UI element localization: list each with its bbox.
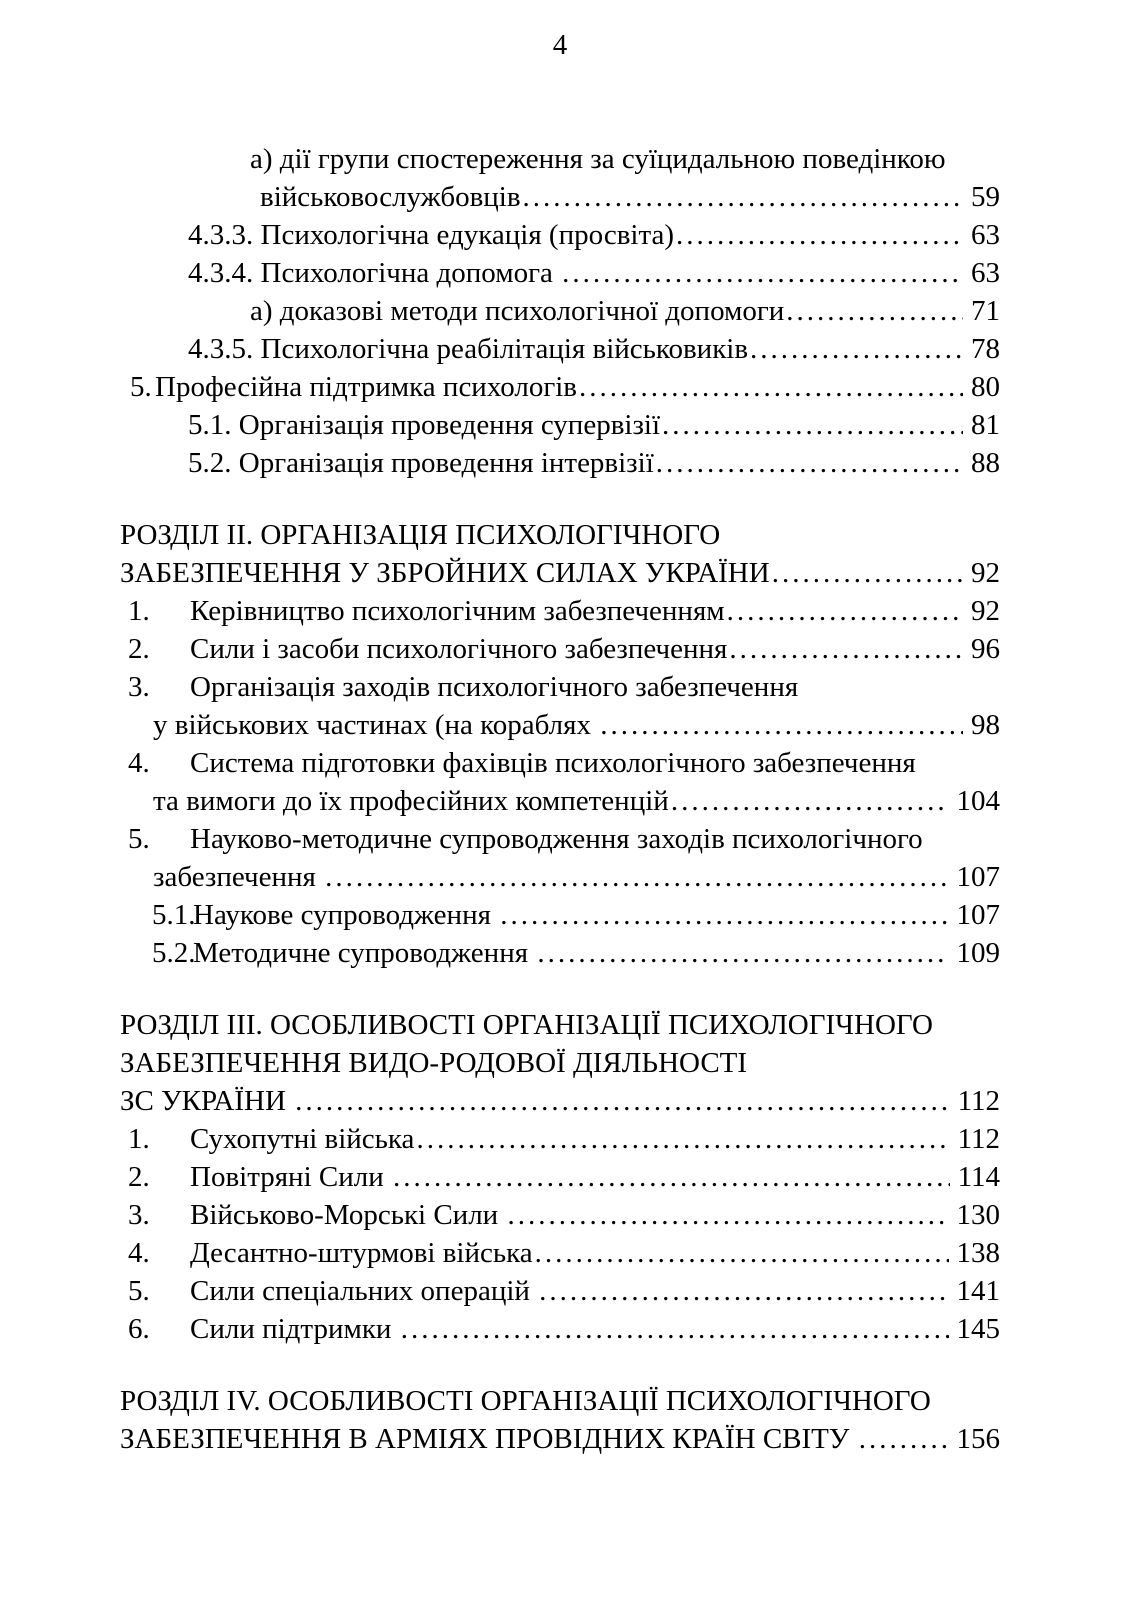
toc-entry-number: 1. <box>128 595 150 627</box>
toc-entry-text: Сили підтримки <box>190 1313 399 1345</box>
toc-section-rozdil-3 <box>120 1006 1000 1348</box>
page-ref: 112 <box>957 1085 1000 1117</box>
toc-entry-number: 5.1. <box>152 899 196 931</box>
toc-entry-number: 6. <box>128 1313 150 1345</box>
page-ref: 109 <box>956 937 1000 969</box>
dot-leader <box>674 216 963 254</box>
toc-entry-text: Наукове супроводження <box>193 899 499 931</box>
toc-entry-text: Організація заходів психологічного забезпечення <box>190 671 799 703</box>
toc-entry-text: Керівництво психологічним забезпеченням <box>190 595 725 627</box>
toc-entry-number: 2. <box>128 1161 150 1193</box>
toc-entry-text: 4.3.3. Психологічна едукація (просвіта) <box>188 219 675 251</box>
toc-entry-text: ЗАБЕЗПЕЧЕННЯ У ЗБРОЙНИХ СИЛАХ УКРАЇНИ <box>120 557 770 589</box>
toc-line <box>188 444 1000 482</box>
toc-entry-text: 5.2. Організація проведення інтервізії <box>188 447 654 479</box>
dot-leader <box>537 1272 948 1310</box>
toc-line <box>188 216 1000 254</box>
toc-line <box>152 934 1000 972</box>
toc-entry-text: Повітряні Сили <box>190 1161 391 1193</box>
toc-line <box>188 406 1000 444</box>
dot-leader <box>654 444 963 482</box>
toc-line <box>153 706 1000 744</box>
page-ref: 156 <box>956 1423 1000 1455</box>
toc-line <box>128 744 1000 782</box>
toc-entry-text: Сили спеціальних операцій <box>190 1275 538 1307</box>
toc-entry-text: а) дії групи спостереження за суїцидальною поведінкою <box>250 143 946 175</box>
toc-section-rozdil-4 <box>120 1382 1000 1458</box>
page-ref: 112 <box>957 1123 1000 1155</box>
dot-leader <box>770 554 963 592</box>
page-ref: 63 <box>971 219 1000 251</box>
dot-leader <box>669 782 949 820</box>
dot-leader <box>857 1420 949 1458</box>
toc-line <box>120 1382 1000 1420</box>
page-ref: 104 <box>956 785 1000 817</box>
toc-entry-number: 4. <box>128 1237 150 1269</box>
dot-leader <box>505 1196 948 1234</box>
toc-line <box>128 1120 1000 1158</box>
toc-line <box>188 330 1000 368</box>
toc-line <box>250 292 1000 330</box>
dot-leader <box>293 1082 949 1120</box>
toc-section-rozdil-1-continuation <box>120 140 1000 482</box>
toc-line <box>153 858 1000 896</box>
page-ref: 141 <box>956 1275 1000 1307</box>
toc-line <box>250 140 1000 178</box>
toc-entry-text: Науково-методичне супроводження заходів психологічного <box>190 823 923 855</box>
toc-entry-text: а) доказові методи психологічної допомоги <box>250 295 785 327</box>
page-ref: 107 <box>956 861 1000 893</box>
toc-entry-text: РОЗДІЛ IV. ОСОБЛИВОСТІ ОРГАНІЗАЦІЇ ПСИХОЛОГІЧНОГО <box>120 1385 931 1417</box>
toc-line <box>130 368 1000 406</box>
page-ref: 81 <box>971 409 1000 441</box>
toc-entry-number: 4. <box>128 747 150 779</box>
page-ref: 130 <box>956 1199 1000 1231</box>
toc-entry-text: ЗАБЕЗПЕЧЕННЯ ВИДО-РОДОВОЇ ДІЯЛЬНОСТІ <box>120 1047 748 1079</box>
dot-leader <box>399 1310 949 1348</box>
toc-entry-number: 3. <box>128 1199 150 1231</box>
dot-leader <box>535 934 948 972</box>
toc-entry-text: ЗС УКРАЇНИ <box>120 1085 294 1117</box>
page-ref: 63 <box>971 257 1000 289</box>
dot-leader <box>660 406 963 444</box>
toc-entry-text: забезпечення <box>153 861 324 893</box>
toc-section-rozdil-2 <box>120 516 1000 972</box>
toc-entry-text: військовослужбовців <box>260 181 521 213</box>
toc-line <box>120 1082 1000 1120</box>
toc-entry-text: Сухопутні війська <box>190 1123 415 1155</box>
toc-entry-text: у військових частинах (на кораблях <box>153 709 599 741</box>
page-ref: 71 <box>971 295 1000 327</box>
toc-line <box>260 178 1000 216</box>
dot-leader <box>414 1120 949 1158</box>
toc-entry-text: Десантно-штурмові війська <box>190 1237 533 1269</box>
toc-line <box>128 630 1000 668</box>
toc-line <box>152 896 1000 934</box>
toc-entry-text: РОЗДІЛ III. ОСОБЛИВОСТІ ОРГАНІЗАЦІЇ ПСИХОЛОГІЧНОГО <box>120 1009 933 1041</box>
toc-line <box>120 516 1000 554</box>
dot-leader <box>748 330 963 368</box>
page-ref: 80 <box>971 371 1000 403</box>
footer-page-number: 4 <box>552 29 568 61</box>
page-ref: 98 <box>971 709 1000 741</box>
toc-entry-number: 5.2. <box>152 937 196 969</box>
toc-entry-number: 2. <box>128 633 150 665</box>
dot-leader <box>498 896 948 934</box>
toc-entry-text: РОЗДІЛ II. ОРГАНІЗАЦІЯ ПСИХОЛОГІЧНОГО <box>120 519 721 551</box>
toc-entry-number: 1. <box>128 1123 150 1155</box>
page-ref: 92 <box>971 557 1000 589</box>
dot-leader <box>521 178 963 216</box>
page-ref: 145 <box>956 1313 1000 1345</box>
toc-entry-text: Сили і засоби психологічного забезпечення <box>190 633 728 665</box>
dot-leader <box>323 858 948 896</box>
dot-leader <box>560 254 963 292</box>
page-ref: 78 <box>971 333 1000 365</box>
toc-entry-text: 5.1. Організація проведення супервізії <box>188 409 661 441</box>
toc-entry-number: 5. <box>128 823 150 855</box>
dot-leader <box>577 368 963 406</box>
toc-entry-text: та вимоги до їх професійних компетенцій <box>153 785 669 817</box>
toc-line <box>128 1196 1000 1234</box>
dot-leader <box>725 592 963 630</box>
toc-entry-number: 3. <box>128 671 150 703</box>
toc-entry-text: Система підготовки фахівців психологічного забезпечення <box>190 747 916 779</box>
page-ref: 138 <box>956 1237 1000 1269</box>
toc-line <box>128 1158 1000 1196</box>
toc-entry-text: 4.3.4. Психологічна допомога <box>188 257 561 289</box>
toc-line <box>128 1310 1000 1348</box>
page-ref: 96 <box>971 633 1000 665</box>
toc-line <box>188 254 1000 292</box>
toc-entry-text: Професійна підтримка психологів <box>155 371 577 403</box>
table-of-contents <box>120 140 1000 1458</box>
toc-line <box>128 820 1000 858</box>
toc-entry-text: Методичне супроводження <box>193 937 536 969</box>
toc-line <box>153 782 1000 820</box>
page-ref: 88 <box>971 447 1000 479</box>
dot-leader <box>533 1234 949 1272</box>
toc-line <box>128 1234 1000 1272</box>
toc-line <box>128 1272 1000 1310</box>
toc-line <box>128 668 1000 706</box>
toc-line <box>120 1420 1000 1458</box>
page-ref: 92 <box>971 595 1000 627</box>
toc-entry-number: 5. <box>130 371 152 403</box>
dot-leader <box>784 292 963 330</box>
toc-line <box>120 1044 1000 1082</box>
toc-entry-text: Військово-Морські Сили <box>190 1199 506 1231</box>
page-ref: 114 <box>957 1161 1000 1193</box>
dot-leader <box>727 630 963 668</box>
toc-entry-number: 5. <box>128 1275 150 1307</box>
page-ref: 107 <box>956 899 1000 931</box>
dot-leader <box>391 1158 950 1196</box>
toc-line <box>128 592 1000 630</box>
toc-entry-text: ЗАБЕЗПЕЧЕННЯ В АРМІЯХ ПРОВІДНИХ КРАЇН СВІТУ <box>120 1423 857 1455</box>
toc-entry-text: 4.3.5. Психологічна реабілітація військовиків <box>188 333 749 365</box>
page-ref: 59 <box>971 181 1000 213</box>
dot-leader <box>598 706 963 744</box>
toc-line <box>120 1006 1000 1044</box>
toc-line <box>120 554 1000 592</box>
